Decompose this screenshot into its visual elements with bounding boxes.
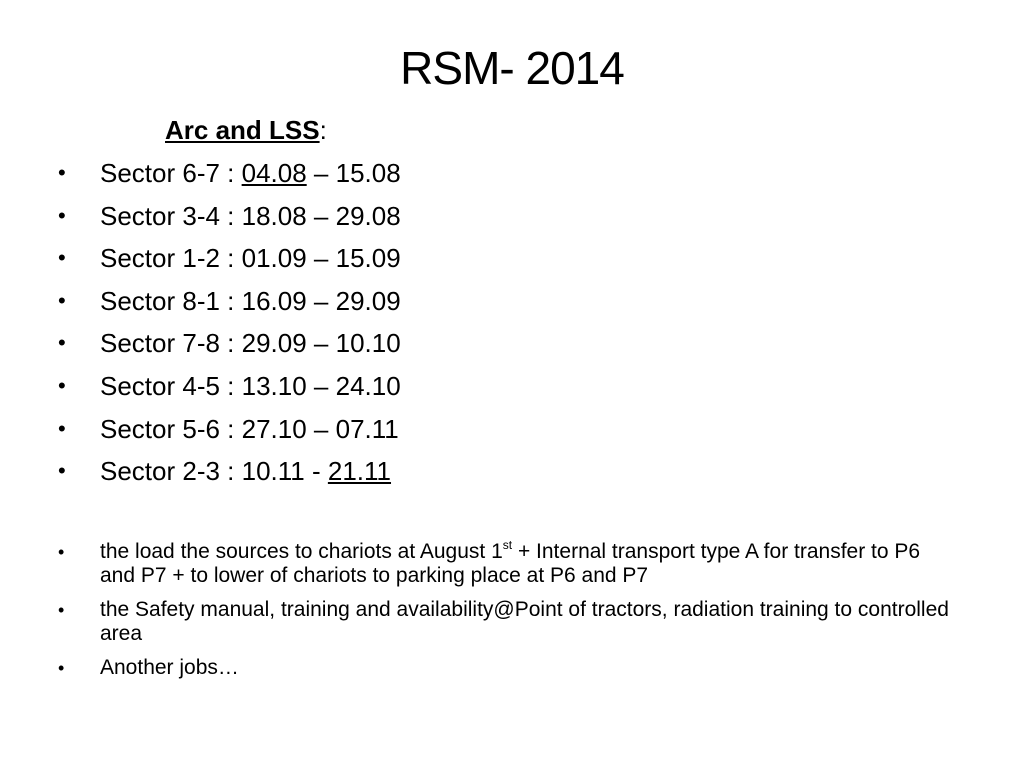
bullet-icon: •: [58, 600, 65, 620]
sector-label: Sector 6-7 :: [100, 158, 242, 188]
section-heading-label: Arc and LSS: [165, 115, 320, 145]
start-date: 04.08: [241, 158, 307, 188]
date-separator: –: [306, 285, 336, 316]
date-separator: –: [306, 370, 336, 401]
sector-label: Sector 7-8 :: [100, 328, 242, 359]
sector-label: Sector 1-2 :: [100, 243, 242, 274]
bullet-icon: •: [58, 330, 66, 356]
date-separator: -: [304, 456, 328, 487]
start-date: 27.10: [241, 413, 307, 444]
schedule-item: [58, 237, 958, 280]
start-date: 16.09: [241, 285, 307, 316]
note-text: [100, 540, 920, 587]
schedule-item: [58, 195, 958, 238]
end-date: 24.10: [335, 370, 401, 401]
bullet-icon: •: [58, 202, 66, 228]
schedule-item: [58, 408, 958, 451]
end-date: 29.08: [335, 200, 401, 231]
end-date: 15.09: [335, 243, 401, 274]
start-date: 18.08: [241, 200, 307, 231]
note-text: the Safety manual, training and availability@Point of tractors, radiation training to controlled area: [100, 598, 949, 645]
sector-label: Sector 5-6 :: [100, 413, 242, 444]
bullet-icon: •: [58, 245, 66, 271]
date-separator: –: [306, 413, 336, 444]
bullet-icon: •: [58, 160, 66, 185]
end-date: 21.11: [327, 456, 392, 487]
sector-schedule-list: [58, 152, 958, 493]
end-date: 07.11: [335, 413, 399, 444]
sector-label: Sector 2-3 :: [100, 456, 242, 487]
sector-label: Sector 8-1 :: [100, 285, 242, 316]
bullet-icon: •: [58, 287, 66, 313]
schedule-item: [58, 280, 958, 323]
date-separator: –: [306, 158, 336, 188]
slide-title: RSM- 2014: [400, 42, 624, 94]
schedule-item: [58, 365, 958, 408]
schedule-item: [58, 450, 958, 493]
bullet-icon: •: [58, 415, 66, 441]
notes-list: [58, 540, 958, 690]
note-item: [58, 598, 958, 646]
date-separator: –: [306, 200, 336, 231]
start-date: 01.09: [241, 243, 307, 274]
note-text-part: the load the sources to chariots at August 1: [100, 540, 503, 563]
note-text: Another jobs…: [100, 656, 239, 679]
note-item: [58, 540, 958, 588]
sector-label: Sector 3-4 :: [100, 200, 242, 231]
date-separator: –: [306, 243, 336, 274]
schedule-item: [58, 322, 958, 365]
note-text-part: + Internal transport type A for transfer to P6 and P7 + to lower of chariots to parking place at P6 and P7: [100, 540, 921, 587]
end-date: 29.09: [335, 285, 401, 316]
end-date: 10.10: [335, 328, 401, 359]
ordinal-suffix: st: [502, 538, 513, 552]
bullet-icon: •: [58, 372, 66, 398]
sector-label: Sector 4-5 :: [100, 370, 242, 401]
section-heading: [165, 112, 327, 148]
schedule-item: [58, 152, 958, 195]
date-separator: –: [306, 328, 336, 359]
bullet-icon: •: [58, 458, 66, 484]
bullet-icon: •: [58, 542, 65, 562]
start-date: 29.09: [241, 328, 307, 359]
bullet-icon: •: [58, 658, 65, 678]
start-date: 10.11: [241, 456, 305, 487]
section-heading-colon: :: [319, 115, 327, 145]
start-date: 13.10: [241, 370, 307, 401]
end-date: 15.08: [335, 158, 401, 188]
note-item: [58, 656, 958, 680]
